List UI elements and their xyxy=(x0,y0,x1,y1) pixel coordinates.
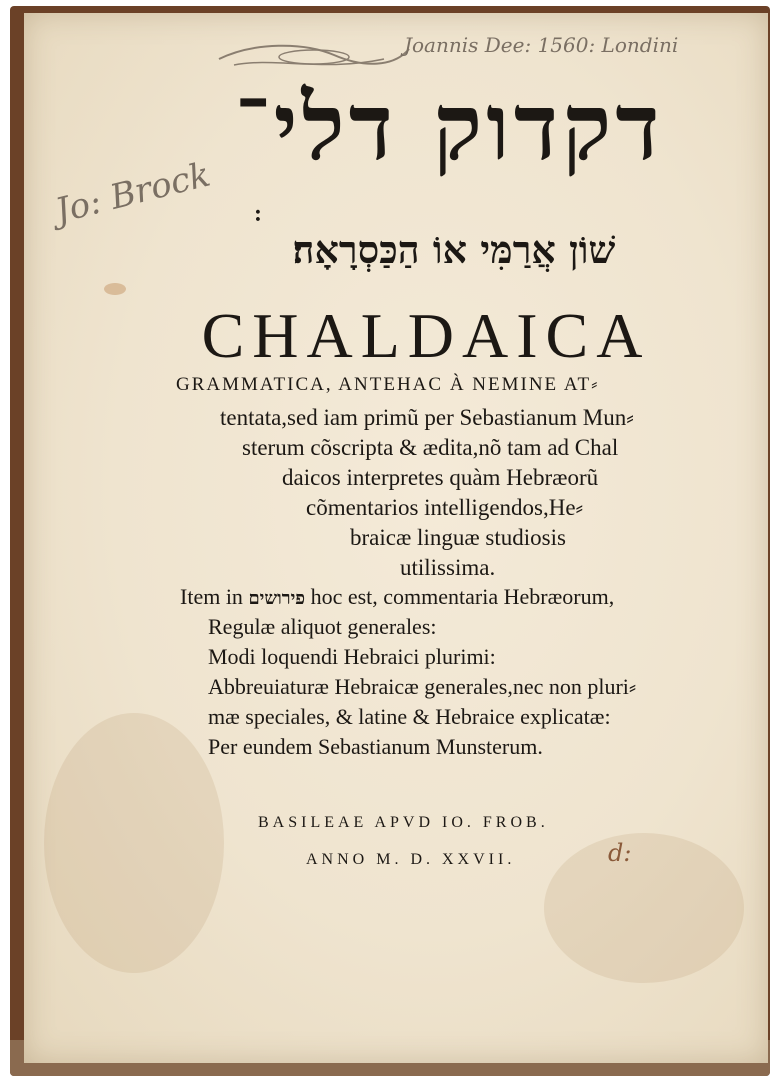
contents-line: mæ speciales, & latine & Hebraice explicatæ: xyxy=(208,704,611,729)
imprint-place: BASILEAE APVD IO. FROB. xyxy=(258,814,549,831)
foxing-stain xyxy=(44,713,224,973)
title-page xyxy=(24,13,768,1063)
item-rest: hoc est, commentaria Hebræorum, xyxy=(310,584,615,609)
contents-line: Per eundem Sebastianum Munsterum. xyxy=(208,734,543,759)
contents-line: Regulæ aliquot generales: xyxy=(208,614,437,639)
subtitle-line: GRAMMATICA, ANTEHAC À NEMINE AT⸗ xyxy=(176,374,600,395)
subtitle-line: daicos interpretes quàm Hebræorũ xyxy=(282,465,599,490)
contents-line: Modi loquendi Hebraici plurimi: xyxy=(208,644,496,669)
imprint-date: ANNO M. D. XXVII. xyxy=(306,851,516,868)
subtitle-line: sterum cõscripta & ædita,nõ tam ad Chal xyxy=(242,435,619,460)
subtitle-line: utilissima. xyxy=(400,555,496,580)
item-hebrew-word: פירושים xyxy=(248,588,306,609)
contents-item-line xyxy=(180,586,782,608)
pen-flourish-icon xyxy=(214,37,414,77)
main-title: CHALDAICA xyxy=(201,300,651,371)
item-lead: Item in xyxy=(180,584,243,609)
hebrew-vowel-marks: : xyxy=(254,201,262,227)
subtitle-line: cõmentarios intelligendos,He⸗ xyxy=(306,495,584,520)
owner-inscription: Joannis Dee: 1560: Londini xyxy=(404,33,679,57)
hebrew-subtitle: שׁוֹן אֲרַמִּי אוֹ הַכַּסְרָאָה׃ xyxy=(292,227,616,272)
margin-inscription: Jo: Brock xyxy=(51,154,215,232)
subtitle-line: tentata,sed iam primũ per Sebastianum Mun⸗ xyxy=(220,405,634,430)
contents-line: Abbreuiaturæ Hebraicæ generales,nec non pluri⸗ xyxy=(208,674,637,699)
hebrew-title: דקדוק דלי־ xyxy=(234,73,664,181)
handwritten-mark: d: xyxy=(608,839,632,867)
subtitle-line: braicæ linguæ studiosis xyxy=(350,525,566,550)
ink-stain xyxy=(104,283,126,295)
